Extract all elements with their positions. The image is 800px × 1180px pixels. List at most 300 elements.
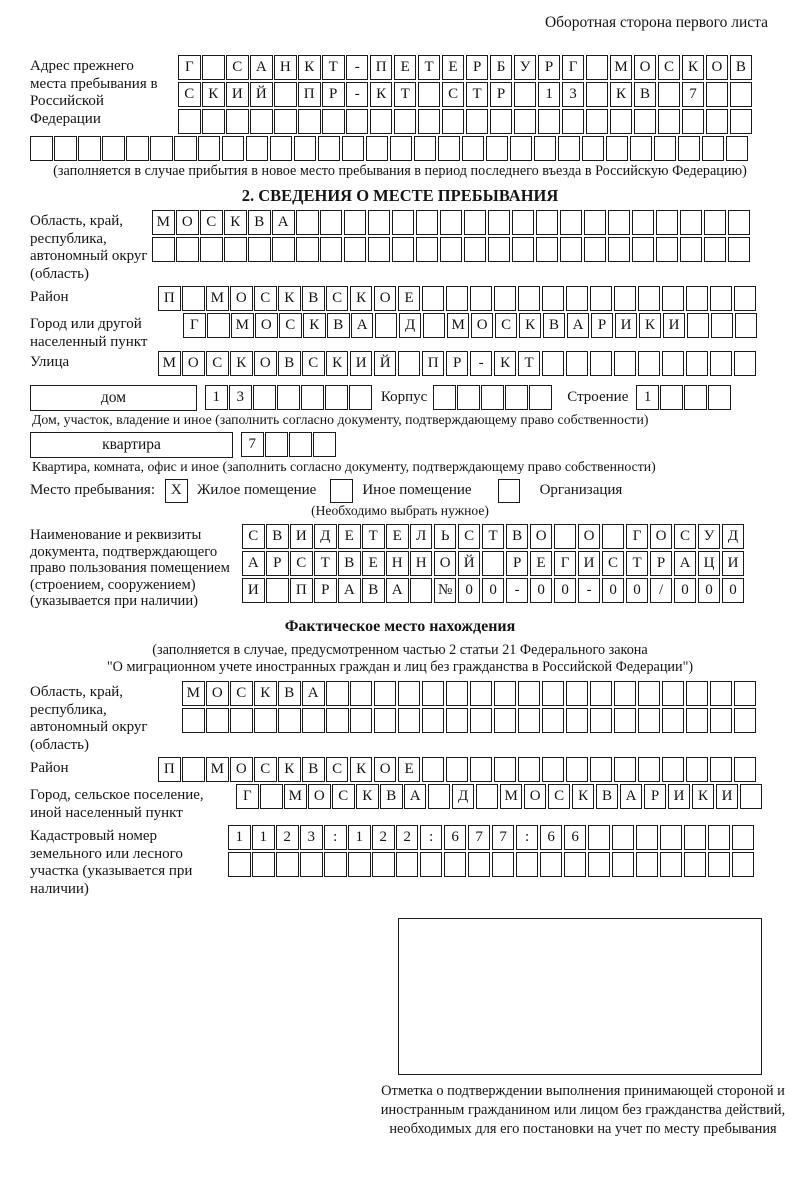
char-box[interactable]	[734, 757, 757, 782]
char-box[interactable]	[325, 385, 348, 410]
char-box[interactable]: А	[674, 551, 697, 576]
char-box[interactable]: 0	[674, 578, 697, 603]
char-box[interactable]: А	[567, 313, 590, 338]
char-box[interactable]: С	[200, 210, 223, 235]
char-box[interactable]	[126, 136, 149, 161]
char-box[interactable]	[440, 210, 463, 235]
char-box[interactable]	[418, 109, 441, 134]
char-box[interactable]: М	[182, 681, 205, 706]
char-box[interactable]	[614, 681, 637, 706]
char-box[interactable]: Р	[266, 551, 289, 576]
char-box[interactable]: 2	[396, 825, 419, 850]
char-box[interactable]	[529, 385, 552, 410]
char-box[interactable]	[730, 82, 753, 107]
char-box[interactable]	[366, 136, 389, 161]
char-box[interactable]	[612, 852, 635, 877]
char-box[interactable]: С	[602, 551, 625, 576]
kvartira-widebox[interactable]: квартира	[30, 432, 233, 458]
char-box[interactable]	[614, 351, 637, 376]
char-box[interactable]	[638, 708, 661, 733]
char-box[interactable]: Г	[562, 55, 585, 80]
char-box[interactable]	[638, 286, 661, 311]
char-box[interactable]: И	[722, 551, 745, 576]
char-box[interactable]: 7	[492, 825, 515, 850]
char-box[interactable]: Й	[374, 351, 397, 376]
char-box[interactable]: П	[158, 757, 181, 782]
char-box[interactable]: С	[254, 757, 277, 782]
char-box[interactable]	[433, 385, 456, 410]
char-box[interactable]	[322, 109, 345, 134]
char-box[interactable]: К	[298, 55, 321, 80]
char-box[interactable]	[584, 237, 607, 262]
char-box[interactable]: А	[338, 578, 361, 603]
char-box[interactable]	[375, 313, 398, 338]
char-box[interactable]	[680, 237, 703, 262]
char-box[interactable]	[612, 825, 635, 850]
char-box[interactable]: Е	[442, 55, 465, 80]
char-box[interactable]: О	[230, 286, 253, 311]
char-box[interactable]	[466, 109, 489, 134]
char-box[interactable]: С	[495, 313, 518, 338]
char-box[interactable]	[608, 237, 631, 262]
char-box[interactable]: 1	[252, 825, 275, 850]
char-box[interactable]: Д	[399, 313, 422, 338]
char-box[interactable]	[708, 385, 731, 410]
char-box[interactable]: М	[206, 286, 229, 311]
char-box[interactable]: Т	[322, 55, 345, 80]
char-box[interactable]	[662, 286, 685, 311]
char-box[interactable]	[277, 385, 300, 410]
char-box[interactable]: Ь	[434, 524, 457, 549]
char-box[interactable]	[542, 286, 565, 311]
char-box[interactable]: О	[374, 286, 397, 311]
char-box[interactable]	[266, 578, 289, 603]
char-box[interactable]	[728, 210, 751, 235]
char-box[interactable]: В	[730, 55, 753, 80]
char-box[interactable]: 0	[626, 578, 649, 603]
char-box[interactable]	[350, 708, 373, 733]
char-box[interactable]: 3	[229, 385, 252, 410]
char-box[interactable]	[422, 681, 445, 706]
char-box[interactable]	[253, 385, 276, 410]
char-box[interactable]	[390, 136, 413, 161]
char-box[interactable]: А	[386, 578, 409, 603]
char-box[interactable]: Р	[506, 551, 529, 576]
char-box[interactable]: Е	[394, 55, 417, 80]
char-box[interactable]	[486, 136, 509, 161]
char-box[interactable]	[446, 286, 469, 311]
char-box[interactable]: 7	[241, 432, 264, 457]
char-box[interactable]	[586, 82, 609, 107]
char-box[interactable]: Д	[722, 524, 745, 549]
char-box[interactable]: О	[578, 524, 601, 549]
char-box[interactable]	[438, 136, 461, 161]
char-box[interactable]	[398, 681, 421, 706]
char-box[interactable]	[294, 136, 317, 161]
char-box[interactable]	[476, 784, 499, 809]
char-box[interactable]: У	[514, 55, 537, 80]
char-box[interactable]	[326, 681, 349, 706]
char-box[interactable]	[289, 432, 312, 457]
char-box[interactable]: Е	[398, 757, 421, 782]
char-box[interactable]: Й	[458, 551, 481, 576]
char-box[interactable]	[260, 784, 283, 809]
char-box[interactable]	[398, 708, 421, 733]
char-box[interactable]: К	[230, 351, 253, 376]
char-box[interactable]	[710, 708, 733, 733]
char-box[interactable]	[226, 109, 249, 134]
char-box[interactable]	[422, 757, 445, 782]
char-box[interactable]	[396, 852, 419, 877]
char-box[interactable]	[732, 825, 755, 850]
char-box[interactable]	[202, 55, 225, 80]
char-box[interactable]	[514, 109, 537, 134]
char-box[interactable]: О	[230, 757, 253, 782]
char-box[interactable]: П	[370, 55, 393, 80]
char-box[interactable]: Н	[386, 551, 409, 576]
char-box[interactable]	[514, 82, 537, 107]
char-box[interactable]	[270, 136, 293, 161]
char-box[interactable]	[78, 136, 101, 161]
char-box[interactable]: В	[302, 757, 325, 782]
char-box[interactable]	[152, 237, 175, 262]
char-box[interactable]	[423, 313, 446, 338]
char-box[interactable]: -	[346, 55, 369, 80]
char-box[interactable]: С	[332, 784, 355, 809]
char-box[interactable]	[492, 852, 515, 877]
char-box[interactable]	[300, 852, 323, 877]
char-box[interactable]: К	[350, 286, 373, 311]
char-box[interactable]: О	[434, 551, 457, 576]
char-box[interactable]: -	[578, 578, 601, 603]
char-box[interactable]	[301, 385, 324, 410]
char-box[interactable]	[182, 757, 205, 782]
char-box[interactable]	[566, 286, 589, 311]
char-box[interactable]	[370, 109, 393, 134]
char-box[interactable]	[272, 237, 295, 262]
char-box[interactable]: Г	[626, 524, 649, 549]
char-box[interactable]	[518, 286, 541, 311]
char-box[interactable]: К	[370, 82, 393, 107]
char-box[interactable]	[682, 109, 705, 134]
char-box[interactable]: П	[290, 578, 313, 603]
char-box[interactable]	[662, 757, 685, 782]
char-box[interactable]	[684, 825, 707, 850]
char-box[interactable]: О	[530, 524, 553, 549]
char-box[interactable]: О	[206, 681, 229, 706]
char-box[interactable]	[342, 136, 365, 161]
char-box[interactable]	[410, 578, 433, 603]
char-box[interactable]	[566, 681, 589, 706]
char-box[interactable]	[494, 286, 517, 311]
char-box[interactable]	[708, 825, 731, 850]
char-box[interactable]	[662, 351, 685, 376]
char-box[interactable]	[494, 708, 517, 733]
char-box[interactable]: П	[422, 351, 445, 376]
char-box[interactable]	[230, 708, 253, 733]
char-box[interactable]	[464, 210, 487, 235]
char-box[interactable]	[428, 784, 451, 809]
char-box[interactable]: Р	[591, 313, 614, 338]
char-box[interactable]	[566, 708, 589, 733]
char-box[interactable]	[658, 82, 681, 107]
char-box[interactable]	[296, 237, 319, 262]
char-box[interactable]: Р	[644, 784, 667, 809]
char-box[interactable]: В	[506, 524, 529, 549]
char-box[interactable]	[708, 852, 731, 877]
char-box[interactable]: К	[610, 82, 633, 107]
char-box[interactable]: О	[524, 784, 547, 809]
char-box[interactable]	[684, 852, 707, 877]
char-box[interactable]: О	[471, 313, 494, 338]
char-box[interactable]: 3	[562, 82, 585, 107]
char-box[interactable]: О	[650, 524, 673, 549]
char-box[interactable]	[470, 757, 493, 782]
char-box[interactable]	[224, 237, 247, 262]
char-box[interactable]	[632, 210, 655, 235]
char-box[interactable]: О	[255, 313, 278, 338]
char-box[interactable]	[542, 708, 565, 733]
char-box[interactable]	[276, 852, 299, 877]
char-box[interactable]	[420, 852, 443, 877]
char-box[interactable]	[228, 852, 251, 877]
char-box[interactable]	[202, 109, 225, 134]
char-box[interactable]: М	[284, 784, 307, 809]
char-box[interactable]: :	[324, 825, 347, 850]
char-box[interactable]	[710, 286, 733, 311]
char-box[interactable]	[710, 757, 733, 782]
char-box[interactable]	[440, 237, 463, 262]
char-box[interactable]	[488, 237, 511, 262]
char-box[interactable]: У	[698, 524, 721, 549]
char-box[interactable]: И	[716, 784, 739, 809]
char-box[interactable]: 0	[482, 578, 505, 603]
char-box[interactable]	[248, 237, 271, 262]
char-box[interactable]: А	[250, 55, 273, 80]
char-box[interactable]: 0	[722, 578, 745, 603]
char-box[interactable]: В	[634, 82, 657, 107]
char-box[interactable]: Т	[418, 55, 441, 80]
char-box[interactable]: К	[202, 82, 225, 107]
char-box[interactable]	[494, 681, 517, 706]
char-box[interactable]	[470, 286, 493, 311]
char-box[interactable]	[254, 708, 277, 733]
char-box[interactable]: 0	[458, 578, 481, 603]
char-box[interactable]	[686, 351, 709, 376]
char-box[interactable]	[734, 351, 757, 376]
char-box[interactable]: С	[230, 681, 253, 706]
char-box[interactable]	[330, 479, 353, 504]
char-box[interactable]: 0	[530, 578, 553, 603]
char-box[interactable]	[560, 237, 583, 262]
char-box[interactable]	[252, 852, 275, 877]
char-box[interactable]	[704, 237, 727, 262]
char-box[interactable]: В	[302, 286, 325, 311]
char-box[interactable]: Н	[410, 551, 433, 576]
char-box[interactable]: 1	[228, 825, 251, 850]
char-box[interactable]	[457, 385, 480, 410]
char-box[interactable]	[422, 286, 445, 311]
char-box[interactable]	[516, 852, 539, 877]
char-box[interactable]	[566, 757, 589, 782]
char-box[interactable]: С	[206, 351, 229, 376]
char-box[interactable]	[590, 757, 613, 782]
char-box[interactable]	[392, 210, 415, 235]
char-box[interactable]	[614, 708, 637, 733]
char-box[interactable]: П	[158, 286, 181, 311]
char-box[interactable]	[562, 109, 585, 134]
char-box[interactable]: А	[272, 210, 295, 235]
char-box[interactable]	[662, 681, 685, 706]
char-box[interactable]: К	[692, 784, 715, 809]
char-box[interactable]	[590, 681, 613, 706]
char-box[interactable]: К	[356, 784, 379, 809]
char-box[interactable]	[638, 681, 661, 706]
char-box[interactable]	[710, 681, 733, 706]
char-box[interactable]: :	[516, 825, 539, 850]
char-box[interactable]: -	[346, 82, 369, 107]
char-box[interactable]	[350, 681, 373, 706]
char-box[interactable]: Е	[386, 524, 409, 549]
char-box[interactable]	[630, 136, 653, 161]
char-box[interactable]: -	[470, 351, 493, 376]
char-box[interactable]: К	[278, 286, 301, 311]
char-box[interactable]: /	[650, 578, 673, 603]
char-box[interactable]	[536, 237, 559, 262]
char-box[interactable]	[102, 136, 125, 161]
char-box[interactable]: М	[500, 784, 523, 809]
char-box[interactable]	[542, 351, 565, 376]
char-box[interactable]	[481, 385, 504, 410]
char-box[interactable]	[174, 136, 197, 161]
char-box[interactable]: Д	[314, 524, 337, 549]
char-box[interactable]: 2	[276, 825, 299, 850]
char-box[interactable]	[512, 210, 535, 235]
char-box[interactable]	[608, 210, 631, 235]
char-box[interactable]: 7	[468, 825, 491, 850]
char-box[interactable]	[274, 109, 297, 134]
char-box[interactable]	[182, 708, 205, 733]
char-box[interactable]: В	[338, 551, 361, 576]
char-box[interactable]: 7	[682, 82, 705, 107]
char-box[interactable]: К	[519, 313, 542, 338]
char-box[interactable]: О	[308, 784, 331, 809]
char-box[interactable]: М	[447, 313, 470, 338]
char-box[interactable]	[416, 237, 439, 262]
char-box[interactable]	[588, 852, 611, 877]
char-box[interactable]: И	[663, 313, 686, 338]
char-box[interactable]	[735, 313, 758, 338]
char-box[interactable]	[632, 237, 655, 262]
char-box[interactable]: Р	[446, 351, 469, 376]
char-box[interactable]	[422, 708, 445, 733]
char-box[interactable]: К	[224, 210, 247, 235]
char-box[interactable]: 6	[540, 825, 563, 850]
char-box[interactable]	[734, 681, 757, 706]
char-box[interactable]	[374, 681, 397, 706]
char-box[interactable]	[446, 708, 469, 733]
char-box[interactable]: №	[434, 578, 457, 603]
char-box[interactable]	[470, 708, 493, 733]
char-box[interactable]	[416, 210, 439, 235]
char-box[interactable]	[734, 286, 757, 311]
char-box[interactable]: К	[494, 351, 517, 376]
char-box[interactable]	[654, 136, 677, 161]
char-box[interactable]	[586, 109, 609, 134]
char-box[interactable]: Р	[650, 551, 673, 576]
char-box[interactable]: И	[578, 551, 601, 576]
char-box[interactable]	[518, 757, 541, 782]
char-box[interactable]	[442, 109, 465, 134]
char-box[interactable]: О	[254, 351, 277, 376]
char-box[interactable]: С	[674, 524, 697, 549]
char-box[interactable]: С	[658, 55, 681, 80]
char-box[interactable]: 3	[300, 825, 323, 850]
char-box[interactable]: К	[326, 351, 349, 376]
char-box[interactable]	[298, 109, 321, 134]
char-box[interactable]	[368, 237, 391, 262]
char-box[interactable]	[324, 852, 347, 877]
char-box[interactable]	[534, 136, 557, 161]
char-box[interactable]	[348, 852, 371, 877]
char-box[interactable]	[660, 852, 683, 877]
char-box[interactable]: С	[290, 551, 313, 576]
char-box[interactable]	[728, 237, 751, 262]
char-box[interactable]: К	[254, 681, 277, 706]
char-box[interactable]	[740, 784, 763, 809]
char-box[interactable]	[586, 55, 609, 80]
char-box[interactable]	[462, 136, 485, 161]
char-box[interactable]	[250, 109, 273, 134]
char-box[interactable]	[344, 210, 367, 235]
char-box[interactable]: М	[231, 313, 254, 338]
char-box[interactable]	[394, 109, 417, 134]
char-box[interactable]	[494, 757, 517, 782]
char-box[interactable]: О	[634, 55, 657, 80]
char-box[interactable]	[602, 524, 625, 549]
char-box[interactable]: 0	[602, 578, 625, 603]
char-box[interactable]	[512, 237, 535, 262]
char-box[interactable]	[150, 136, 173, 161]
char-box[interactable]	[418, 82, 441, 107]
char-box[interactable]	[658, 109, 681, 134]
char-box[interactable]: 6	[564, 825, 587, 850]
char-box[interactable]: В	[362, 578, 385, 603]
char-box[interactable]: Г	[183, 313, 206, 338]
char-box[interactable]	[638, 351, 661, 376]
char-box[interactable]: С	[302, 351, 325, 376]
char-box[interactable]	[498, 479, 521, 504]
char-box[interactable]: Н	[274, 55, 297, 80]
char-box[interactable]: М	[206, 757, 229, 782]
char-box[interactable]	[590, 351, 613, 376]
char-box[interactable]: К	[682, 55, 705, 80]
char-box[interactable]	[554, 524, 577, 549]
char-box[interactable]	[560, 210, 583, 235]
char-box[interactable]: О	[182, 351, 205, 376]
char-box[interactable]	[206, 708, 229, 733]
char-box[interactable]: Г	[236, 784, 259, 809]
char-box[interactable]: К	[350, 757, 373, 782]
char-box[interactable]: 1	[205, 385, 228, 410]
char-box[interactable]	[222, 136, 245, 161]
char-box[interactable]	[392, 237, 415, 262]
char-box[interactable]	[444, 852, 467, 877]
char-box[interactable]: Е	[530, 551, 553, 576]
char-box[interactable]: С	[242, 524, 265, 549]
char-box[interactable]	[711, 313, 734, 338]
char-box[interactable]	[200, 237, 223, 262]
